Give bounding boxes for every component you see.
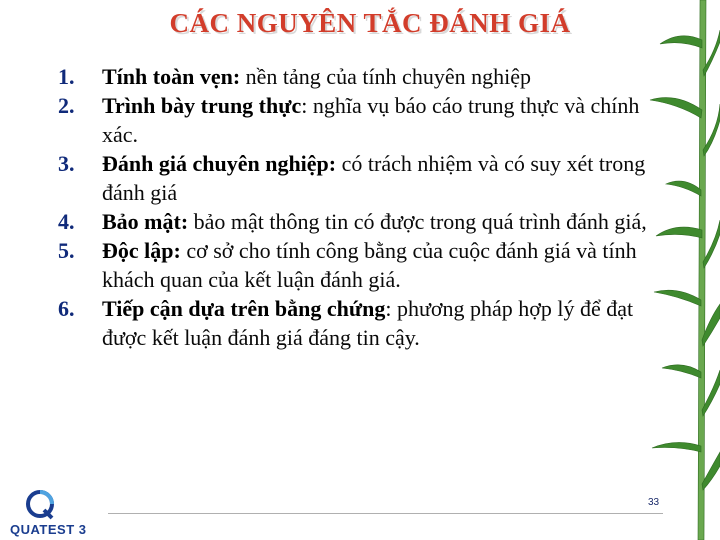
list-item xyxy=(58,62,658,91)
page-number: 33 xyxy=(648,497,660,508)
list-item xyxy=(58,236,658,294)
item-text: cơ sở cho tính công bằng của cuộc đánh giá và tính khách quan của kết luận đánh giá. xyxy=(102,238,637,292)
item-number: 4. xyxy=(58,209,75,234)
list-item xyxy=(58,294,658,352)
item-text: nền tảng của tính chuyên nghiệp xyxy=(240,64,531,89)
item-number: 1. xyxy=(58,64,75,89)
bamboo-leaves-icon xyxy=(640,0,720,540)
list-item xyxy=(58,207,658,236)
item-text: có trách nhiệm và có suy xét trong đánh giá xyxy=(102,151,646,205)
item-term: Đánh giá chuyên nghiệp: xyxy=(102,151,337,176)
list-item xyxy=(58,149,658,207)
item-number: 5. xyxy=(58,238,75,263)
item-number: 6. xyxy=(58,296,75,321)
item-text: : phương pháp hợp lý để đạt được kết luận đánh giá đáng tin cậy. xyxy=(102,296,634,350)
item-term: Độc lập: xyxy=(102,238,181,263)
item-number: 3. xyxy=(58,151,75,176)
item-number: 2. xyxy=(58,93,75,118)
footer-divider xyxy=(108,513,663,514)
item-term: Trình bày trung thực xyxy=(102,93,302,118)
item-text: bảo mật thông tin có được trong quá trình đánh giá, xyxy=(188,209,647,234)
item-term: Bảo mật: xyxy=(102,209,189,234)
item-text: : nghĩa vụ báo cáo trung thực và chính xác. xyxy=(102,93,640,147)
slide-title: CÁC NGUYÊN TẮC ĐÁNH GIÁ xyxy=(169,8,571,38)
logo-text: QUATEST 3 xyxy=(10,522,87,537)
principles-list xyxy=(58,62,658,352)
list-item xyxy=(58,91,658,149)
item-term: Tiếp cận dựa trên bằng chứng xyxy=(102,296,386,321)
item-term: Tính toàn vẹn: xyxy=(102,64,241,89)
